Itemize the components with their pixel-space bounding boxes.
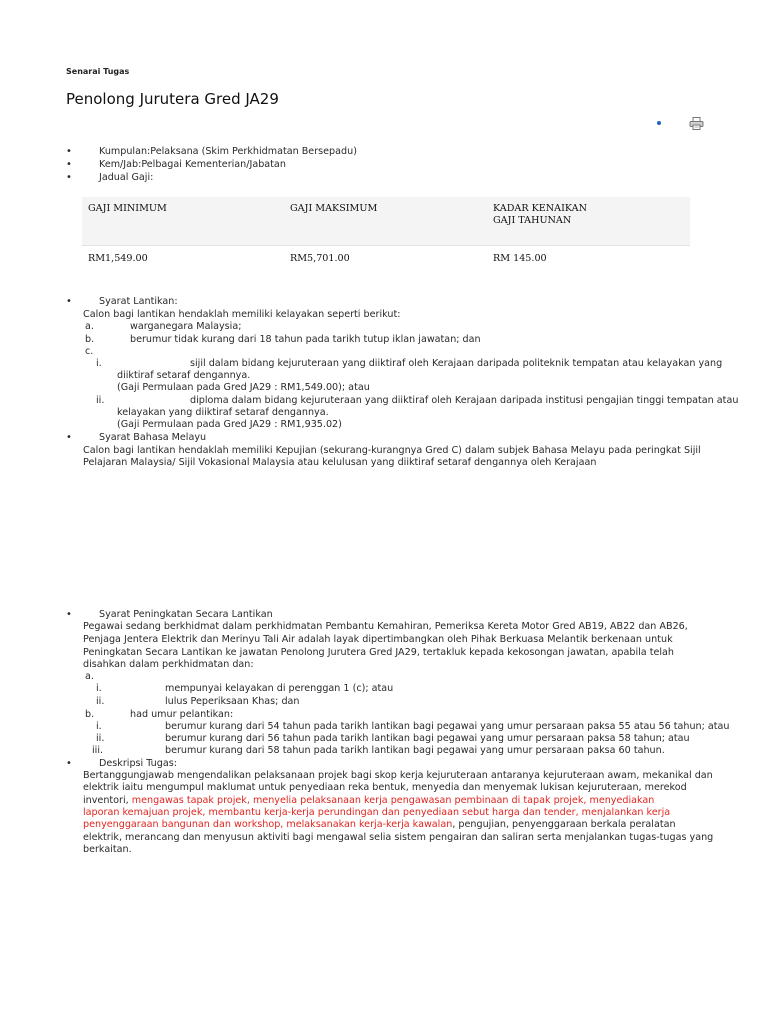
salary-table (82, 197, 690, 273)
syarat-peningkatan-text: Penjaga Jentera Elektrik dan Merinyu Tali Air adalah layak dipertimbangkan oleh Pihak Berkuasa Melantik berkenaan untuk (83, 634, 673, 645)
deskripsi-highlight: mengawas tapak projek, menyelia pelaksanaan kerja pengawasan pembinaan di tapak projek, menyediakan (131, 795, 655, 806)
page-title: Penolong Jurutera Gred JA29 (66, 90, 279, 108)
syarat-bahasa-text: Pelajaran Malaysia/ Sijil Vokasional Malaysia atau kelulusan yang diiktiraf setaraf dengannya oleh Kerajaan (83, 457, 597, 468)
syarat-c-i-text: sijil dalam bidang kejuruteraan yang diiktiraf oleh Kerajaan daripada politeknik tempatan atau kelayakan yang (190, 358, 723, 369)
bullet: • (66, 758, 72, 769)
header-gaji-minimum: GAJI MINIMUM (88, 203, 167, 214)
info-jadual-gaji: Jadual Gaji: (99, 172, 154, 183)
bullet: • (66, 172, 72, 183)
deskripsi-text: berkaitan. (83, 844, 132, 855)
cell-gaji-minimum: RM1,549.00 (88, 253, 148, 264)
header-kadar-kenaikan: KADAR KENAIKAN GAJI TAHUNAN (493, 203, 587, 226)
cell-gaji-maksimum: RM5,701.00 (290, 253, 350, 264)
deskripsi-highlight: penyenggaraan bangunan dan workshop, melaksanakan kerja-kerja kawalan (83, 819, 453, 830)
deskripsi-text-line (83, 819, 676, 832)
item-label: c. (85, 346, 94, 357)
peningkatan-a-i-text: mempunyai kelayakan di perenggan 1 (c); atau (165, 683, 394, 694)
deskripsi-text-line (83, 795, 654, 808)
syarat-bahasa-text: Calon bagi lantikan hendaklah memiliki Kepujian (sekurang-kurangnya Gred C) dalam subjek Bahasa Melayu pada peringkat Sijil (83, 445, 701, 456)
deskripsi-highlight: laporan kemajuan projek, membantu kerja-kerja perundingan dan penyediaan sebut harga dan tender, menjalankan kerja (83, 807, 671, 818)
bullet: • (66, 432, 72, 443)
bullet: • (66, 296, 72, 307)
syarat-peningkatan-heading: Syarat Peningkatan Secara Lantikan (99, 609, 273, 620)
cell-kadar-kenaikan: RM 145.00 (493, 253, 547, 264)
syarat-peningkatan-text: Pegawai sedang berkhidmat dalam perkhidmatan Pembantu Kemahiran, Pemeriksa Kereta Motor Gred AB19, AB22 dan AB26, (83, 621, 688, 632)
syarat-peningkatan-text: Peningkatan Secara Lantikan ke jawatan Penolong Jurutera Gred JA29, tertakluk kepada kekosongan jawatan, apabila telah (83, 647, 674, 658)
item-label: ii. (96, 395, 105, 406)
deskripsi-text: , pengujian, penyenggaraan berkala peralatan (452, 819, 676, 830)
syarat-c-ii-text: diploma dalam bidang kejuruteraan yang diiktiraf oleh Kerajaan daripada institusi pengajian tinggi tempatan atau (190, 395, 739, 406)
syarat-lantikan-heading: Syarat Lantikan: (99, 296, 178, 307)
syarat-peningkatan-text: disahkan dalam perkhidmatan dan: (83, 659, 254, 670)
syarat-c-ii-gaji: (Gaji Permulaan pada Gred JA29 : RM1,935.02) (117, 419, 342, 430)
peningkatan-b-iii-text: berumur kurang dari 58 tahun pada tarikh lantikan bagi pegawai yang umur persaraan paksa 60 tahun. (165, 745, 665, 756)
deskripsi-text: elektrik, merancang dan menyusun aktiviti bagi mengawal selia sistem pengairan dan saliran serta menjalankan tugas-tugas yang (83, 832, 714, 843)
breadcrumb[interactable]: Senarai Tugas (66, 67, 130, 76)
info-kumpulan: Kumpulan:Pelaksana (Skim Perkhidmatan Bersepadu) (99, 146, 357, 157)
syarat-bahasa-heading: Syarat Bahasa Melayu (99, 432, 207, 443)
bullet: • (66, 159, 72, 170)
dot-icon[interactable] (657, 121, 661, 125)
peningkatan-b-i-text: berumur kurang dari 54 tahun pada tarikh lantikan bagi pegawai yang umur persaraan paksa 55 atau 56 tahun; atau (165, 721, 730, 732)
item-label: iii. (92, 745, 104, 756)
bullet: • (66, 609, 72, 620)
item-label: b. (85, 709, 95, 720)
info-kem-jab: Kem/Jab:Pelbagai Kementerian/Jabatan (99, 159, 286, 170)
syarat-b-text: berumur tidak kurang dari 18 tahun pada tarikh tutup iklan jawatan; dan (130, 334, 481, 345)
syarat-c-ii-text: kelayakan yang diiktiraf setaraf dengannya. (117, 407, 329, 418)
item-label: a. (85, 321, 94, 332)
salary-table-header (82, 197, 690, 246)
item-label: b. (85, 334, 95, 345)
item-label: ii. (96, 733, 105, 744)
peningkatan-a-ii-text: lulus Peperiksaan Khas; dan (165, 696, 300, 707)
item-label: i. (96, 358, 102, 369)
item-label: ii. (96, 696, 105, 707)
deskripsi-text: inventori, (83, 795, 132, 806)
syarat-a-text: warganegara Malaysia; (130, 321, 242, 332)
deskripsi-text: elektrik iaitu mengumpul maklumat untuk penyediaan reka bentuk, menyedia dan menyemak lukisan kejuruteraan, merekod (83, 782, 687, 793)
item-label: i. (96, 683, 102, 694)
item-label: a. (85, 671, 94, 682)
deskripsi-text: Bertanggungjawab mengendalikan pelaksanaan projek bagi skop kerja kejuruteraan antaranya kejuruteraan awam, mekanikal dan (83, 770, 713, 781)
syarat-c-i-text: diiktiraf setaraf dengannya. (117, 370, 251, 381)
deskripsi-heading: Deskripsi Tugas: (99, 758, 177, 769)
printer-icon[interactable] (689, 117, 704, 130)
peningkatan-b-text: had umur pelantikan: (130, 709, 234, 720)
syarat-c-i-gaji: (Gaji Permulaan pada Gred JA29 : RM1,549.00); atau (117, 382, 370, 393)
peningkatan-b-ii-text: berumur kurang dari 56 tahun pada tarikh lantikan bagi pegawai yang umur persaraan paksa 58 tahun; atau (165, 733, 690, 744)
item-label: i. (96, 721, 102, 732)
header-gaji-maksimum: GAJI MAKSIMUM (290, 203, 378, 214)
bullet: • (66, 146, 72, 157)
syarat-lantikan-intro: Calon bagi lantikan hendaklah memiliki kelayakan seperti berikut: (83, 309, 401, 320)
